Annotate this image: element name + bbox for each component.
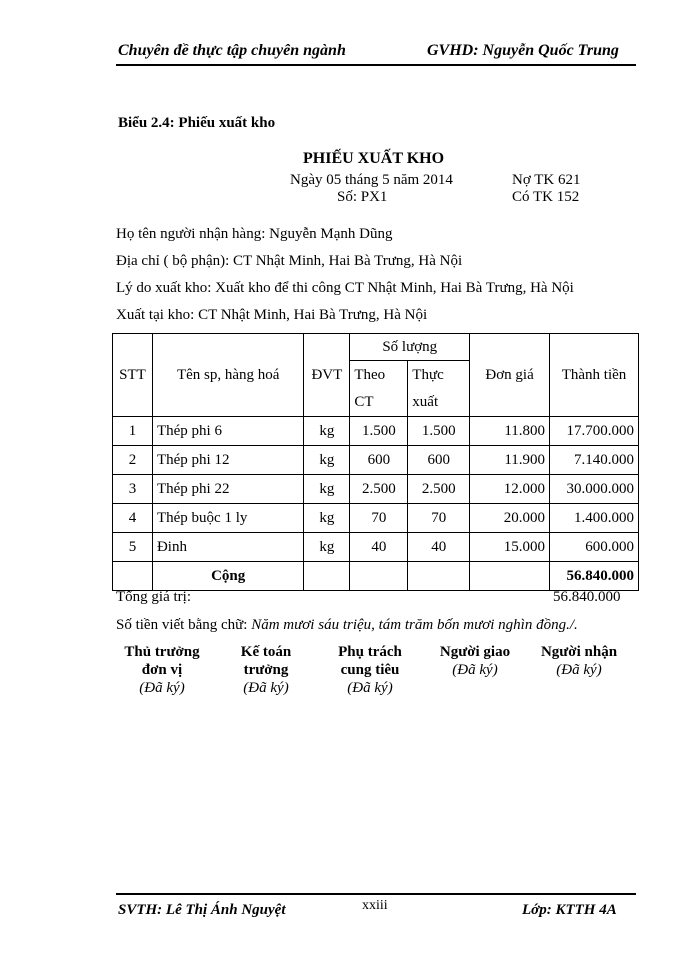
amount-words-label: Số tiền viết bằng chữ: [116, 617, 248, 633]
row-qty-act: 2.500 [408, 475, 470, 504]
signature-role: Người nhận [540, 644, 618, 660]
form-date: Ngày 05 tháng 5 năm 2014 [290, 172, 453, 188]
table-total-row [113, 562, 639, 591]
signature-status: (Đã ký) [452, 662, 498, 678]
table-row [113, 533, 639, 562]
header-quantity: Số lượng [350, 334, 470, 361]
total-empty-stt [113, 562, 153, 591]
signature-role: Phụ trách [338, 644, 402, 660]
row-name: Đinh [152, 533, 303, 562]
row-amount: 7.140.000 [550, 446, 639, 475]
row-qty-doc: 70 [350, 504, 408, 533]
total-value: 56.840.000 [553, 589, 621, 605]
form-number: Số: PX1 [337, 189, 388, 205]
signature-role: Kế toán [240, 644, 292, 660]
signature-role: cung tiêu [340, 662, 400, 678]
header-qty-doc-line1: Theo [354, 366, 386, 383]
header-rule [116, 64, 636, 66]
row-stt: 2 [113, 446, 153, 475]
header-stt: STT [113, 334, 153, 417]
header-left: Chuyên đề thực tập chuyên ngành [118, 42, 346, 59]
amount-words-value: Năm mươi sáu triệu, tám trăm bốn mươi nghìn đồng./. [251, 617, 578, 633]
row-qty-doc: 40 [350, 533, 408, 562]
total-empty-qty-doc [350, 562, 408, 591]
row-price: 15.000 [470, 533, 550, 562]
goods-table [112, 333, 639, 591]
row-amount: 17.700.000 [550, 417, 639, 446]
table-row [113, 475, 639, 504]
row-name: Thép phi 22 [152, 475, 303, 504]
signature-receiver [524, 643, 634, 679]
row-qty-act: 1.500 [408, 417, 470, 446]
table-row [113, 446, 639, 475]
total-label: Cộng [152, 562, 303, 591]
receiver-line: Họ tên người nhận hàng: Nguyễn Mạnh Dũng [116, 226, 393, 242]
signature-status: (Đã ký) [347, 680, 393, 696]
row-amount: 600.000 [550, 533, 639, 562]
header-qty-doc-line2: CT [354, 393, 374, 410]
row-qty-act: 600 [408, 446, 470, 475]
total-value-label: Tổng giá trị: [116, 589, 191, 605]
row-qty-act: 70 [408, 504, 470, 533]
reason-line: Lý do xuất kho: Xuất kho để thi công CT Nhật Minh, Hai Bà Trưng, Hà Nội [116, 280, 574, 296]
warehouse-line: Xuất tại kho: CT Nhật Minh, Hai Bà Trưng, Hà Nội [116, 307, 428, 323]
signature-role: đơn vị [141, 662, 183, 678]
header-qty-doc [350, 361, 408, 417]
footer-student: SVTH: Lê Thị Ánh Nguyệt [118, 902, 286, 918]
total-empty-price [470, 562, 550, 591]
address-line: Địa chỉ ( bộ phận): CT Nhật Minh, Hai Bà Trưng, Hà Nội [116, 253, 463, 269]
row-unit: kg [304, 475, 350, 504]
row-amount: 1.400.000 [550, 504, 639, 533]
header-amount: Thành tiền [550, 334, 639, 417]
row-stt: 3 [113, 475, 153, 504]
signature-status: (Đã ký) [556, 662, 602, 678]
row-unit: kg [304, 533, 350, 562]
row-qty-act: 40 [408, 533, 470, 562]
row-name: Thép buộc 1 ly [152, 504, 303, 533]
table-row [113, 417, 639, 446]
footer-class: Lớp: KTTH 4A [522, 902, 617, 918]
header-qty-act [408, 361, 470, 417]
signature-role: Thủ trưởng [124, 644, 200, 660]
row-price: 12.000 [470, 475, 550, 504]
row-unit: kg [304, 504, 350, 533]
caption: Biểu 2.4: Phiếu xuất kho [118, 115, 276, 131]
signature-status: (Đã ký) [243, 680, 289, 696]
row-qty-doc: 1.500 [350, 417, 408, 446]
row-stt: 5 [113, 533, 153, 562]
form-debit: Nợ TK 621 [512, 172, 581, 188]
footer-rule [116, 893, 636, 895]
table-row [113, 504, 639, 533]
row-unit: kg [304, 446, 350, 475]
row-price: 11.900 [470, 446, 550, 475]
row-amount: 30.000.000 [550, 475, 639, 504]
row-name: Thép phi 12 [152, 446, 303, 475]
header-unit: ĐVT [304, 334, 350, 417]
page-number: xxiii [362, 898, 388, 913]
total-amount: 56.840.000 [550, 562, 639, 591]
form-title: PHIẾU XUẤT KHO [303, 150, 445, 167]
signature-role: trưởng [243, 662, 289, 678]
row-price: 11.800 [470, 417, 550, 446]
header-qty-act-line2: xuất [412, 393, 439, 410]
row-qty-doc: 600 [350, 446, 408, 475]
header-name: Tên sp, hàng hoá [152, 334, 303, 417]
row-stt: 4 [113, 504, 153, 533]
signature-status: (Đã ký) [139, 680, 185, 696]
total-empty-unit [304, 562, 350, 591]
row-name: Thép phi 6 [152, 417, 303, 446]
total-empty-qty-act [408, 562, 470, 591]
signature-chief-accountant [211, 643, 321, 697]
signature-deliverer [420, 643, 530, 679]
row-unit: kg [304, 417, 350, 446]
header-price: Đơn giá [470, 334, 550, 417]
row-stt: 1 [113, 417, 153, 446]
amount-in-words [116, 617, 578, 634]
signature-role: Người giao [439, 644, 511, 660]
signature-director [107, 643, 217, 697]
table-header-row [113, 334, 639, 361]
row-price: 20.000 [470, 504, 550, 533]
header-right: GVHD: Nguyễn Quốc Trung [427, 42, 619, 59]
header-qty-act-line1: Thực [412, 366, 444, 383]
signature-supply-manager [315, 643, 425, 697]
form-credit: Có TK 152 [512, 189, 580, 205]
row-qty-doc: 2.500 [350, 475, 408, 504]
